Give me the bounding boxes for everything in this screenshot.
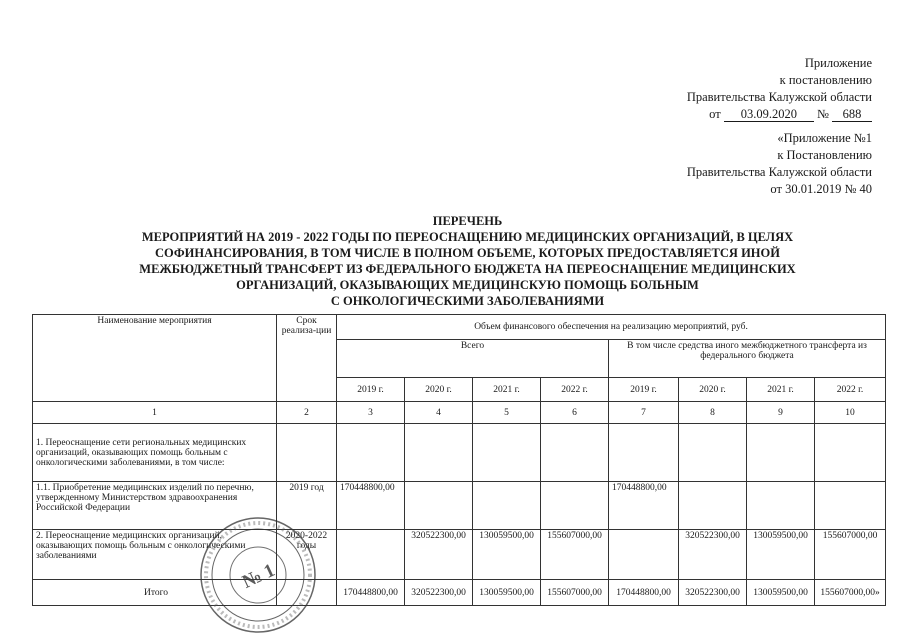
value-cell: 155607000,00 (815, 530, 886, 580)
official-stamp (198, 515, 318, 635)
original-appendix-header (687, 130, 872, 198)
total-cell: 320522300,00 (405, 580, 473, 606)
header-name: Наименование мероприятия (33, 315, 277, 402)
measure-name: 2. Переоснащение медицинских организаций, оказывающих помощь больным с онкологическими заболеваниями (33, 530, 277, 580)
col-number: 5 (473, 402, 541, 424)
col-number: 8 (679, 402, 747, 424)
stamp-number: № 1 (239, 559, 279, 593)
measure-name: 1.1. Приобретение медицинских изделий по перечню, утвержденному Министерством здравоохранения Российской Федерации (33, 482, 277, 530)
year-cell: 2021 г. (473, 378, 541, 402)
measure-term: 2020-2022 годы (277, 530, 337, 580)
value-cell (815, 424, 886, 482)
value-cell: 155607000,00 (541, 530, 609, 580)
col-number: 4 (405, 402, 473, 424)
appendix-line: Приложение (804, 56, 872, 70)
measures-table (32, 314, 886, 606)
col-number: 10 (815, 402, 886, 424)
value-cell (337, 424, 405, 482)
table-row (33, 424, 886, 482)
value-cell: 170448800,00 (337, 482, 405, 530)
total-cell: 170448800,00 (337, 580, 405, 606)
value-cell (609, 530, 679, 580)
appendix-line: от 30.01.2019 № 40 (770, 182, 872, 196)
year-cell: 2021 г. (747, 378, 815, 402)
title-line: ОРГАНИЗАЦИЙ, ОКАЗЫВАЮЩИХ МЕДИЦИНСКУЮ ПОМОЩЬ БОЛЬНЫМ (236, 278, 699, 292)
measure-name: 1. Переоснащение сети региональных медицинских организаций, оказывающих помощь больным с онкологическими заболеваниями, в том числе: (33, 424, 277, 482)
header-volume: Объем финансового обеспечения на реализацию мероприятий, руб. (337, 315, 886, 340)
value-cell (541, 482, 609, 530)
from-label: от (709, 107, 721, 121)
title-line: МЕРОПРИЯТИЙ НА 2019 - 2022 ГОДЫ ПО ПЕРЕОСНАЩЕНИЮ МЕДИЦИНСКИХ ОРГАНИЗАЦИЙ, В ЦЕЛЯХ (141, 230, 794, 244)
value-cell (747, 424, 815, 482)
year-cell: 2019 г. (609, 378, 679, 402)
col-number: 7 (609, 402, 679, 424)
total-row (33, 580, 886, 606)
col-number: 1 (33, 402, 277, 424)
title-line: ПЕРЕЧЕНЬ (432, 214, 503, 228)
appendix-line: Правительства Калужской области (686, 165, 872, 179)
value-cell (473, 424, 541, 482)
appendix-date-line (687, 106, 872, 123)
col-number: 2 (277, 402, 337, 424)
value-cell: 170448800,00 (609, 482, 679, 530)
appendix-line: к Постановлению (777, 148, 872, 162)
col-number: 9 (747, 402, 815, 424)
header-term: Срок реализа-ции (277, 315, 337, 402)
document-title (100, 213, 835, 309)
appendix-line: Правительства Калужской области (686, 90, 872, 104)
number-label: № (816, 107, 829, 121)
value-cell (747, 482, 815, 530)
resolution-date: 03.09.2020 (724, 107, 814, 122)
total-cell: 130059500,00 (747, 580, 815, 606)
year-cell: 2019 г. (337, 378, 405, 402)
title-line: МЕЖБЮДЖЕТНЫЙ ТРАНСФЕРТ ИЗ ФЕДЕРАЛЬНОГО БЮДЖЕТА НА ПЕРЕОСНАЩЕНИЕ МЕДИЦИНСКИХ (139, 262, 796, 276)
appendix-line: «Приложение №1 (777, 131, 872, 145)
resolution-number: 688 (832, 107, 872, 122)
value-cell (405, 424, 473, 482)
year-cell: 2020 г. (405, 378, 473, 402)
year-cell: 2022 г. (541, 378, 609, 402)
value-cell (679, 424, 747, 482)
total-cell: 155607000,00 (541, 580, 609, 606)
value-cell (609, 424, 679, 482)
header-total: Всего (337, 340, 609, 378)
total-cell: 320522300,00 (679, 580, 747, 606)
value-cell (337, 530, 405, 580)
value-cell: 320522300,00 (405, 530, 473, 580)
total-cell: 155607000,00» (815, 580, 886, 606)
value-cell (679, 482, 747, 530)
table-row (33, 482, 886, 530)
header-federal: В том числе средства иного межбюджетного трансферта из федерального бюджета (609, 340, 886, 378)
total-cell: 170448800,00 (609, 580, 679, 606)
year-cell: 2020 г. (679, 378, 747, 402)
year-cell: 2022 г. (815, 378, 886, 402)
value-cell (541, 424, 609, 482)
col-number: 6 (541, 402, 609, 424)
value-cell (815, 482, 886, 530)
value-cell (473, 482, 541, 530)
table-row (33, 530, 886, 580)
title-line: СОФИНАНСИРОВАНИЯ, В ТОМ ЧИСЛЕ В ПОЛНОМ ОБЪЕМЕ, КОТОРЫХ ПРЕДОСТАВЛЯЕТСЯ ИНОЙ (155, 246, 780, 260)
col-number: 3 (337, 402, 405, 424)
appendix-header (687, 55, 872, 123)
measure-term: 2019 год (277, 482, 337, 530)
measure-term (277, 424, 337, 482)
value-cell (405, 482, 473, 530)
appendix-line: к постановлению (779, 73, 872, 87)
total-label: Итого (33, 580, 277, 606)
value-cell: 130059500,00 (747, 530, 815, 580)
value-cell: 130059500,00 (473, 530, 541, 580)
title-line: С ОНКОЛОГИЧЕСКИМИ ЗАБОЛЕВАНИЯМИ (330, 294, 605, 308)
value-cell: 320522300,00 (679, 530, 747, 580)
total-cell: 130059500,00 (473, 580, 541, 606)
